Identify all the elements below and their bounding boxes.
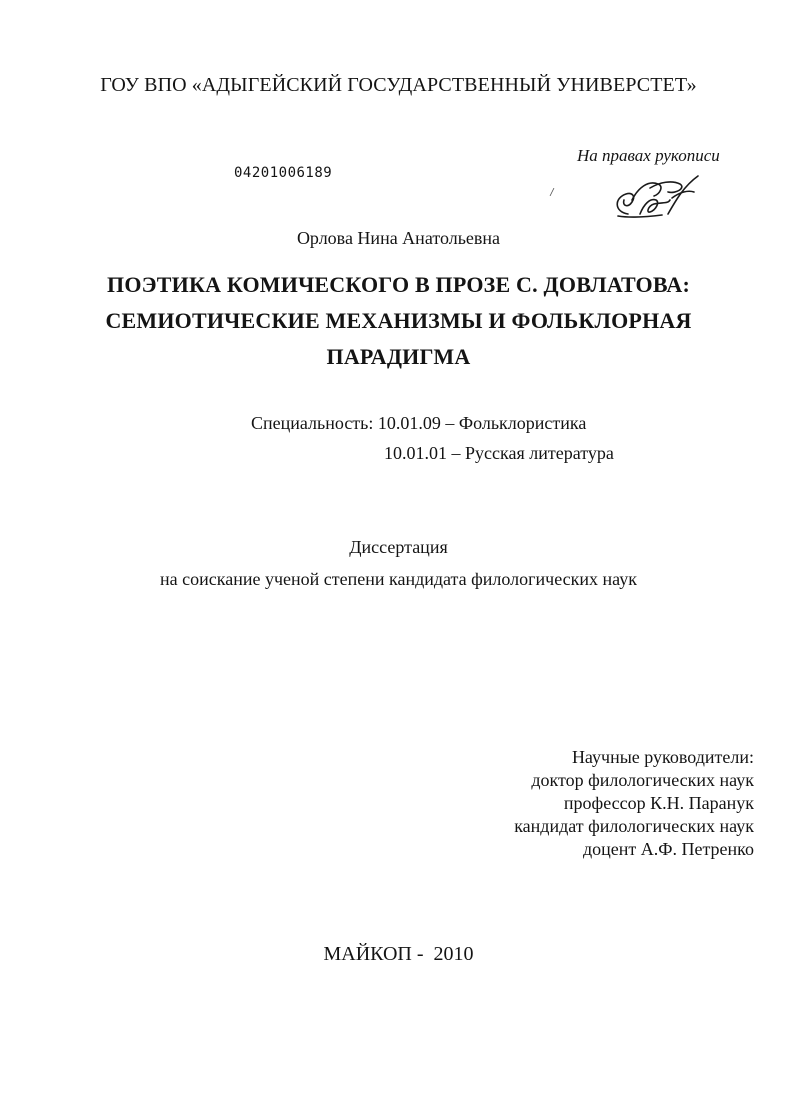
handwritten-signature [610,170,702,220]
dissertation-title-line-2: СЕМИОТИЧЕСКИЕ МЕХАНИЗМЫ И ФОЛЬКЛОРНАЯ [105,308,692,333]
advisor-1-degree: доктор филологических наук [531,770,754,790]
scientific-advisors-block [514,746,754,861]
city-and-year: МАЙКОП - 2010 [323,943,474,965]
specialty-line-1: Специальность: 10.01.09 – Фольклористика [251,413,587,433]
advisor-2-degree: кандидат филологических наук [514,816,754,836]
advisor-1-name: профессор К.Н. Паранук [563,793,754,813]
document-type: Диссертация [349,537,448,557]
specialty-line-2: 10.01.01 – Русская литература [384,443,614,463]
degree-purpose: на соискание ученой степени кандидата филологических наук [160,569,637,589]
dissertation-title-line-1: ПОЭТИКА КОМИЧЕСКОГО В ПРОЗЕ С. ДОВЛАТОВА: [107,272,690,297]
dissertation-title-line-3: ПАРАДИГМА [326,344,471,369]
archive-stamp-number: 04201006189 [234,165,333,181]
manuscript-rights-note: На правах рукописи [577,146,720,165]
author-name: Орлова Нина Анатольевна [296,228,501,248]
advisors-heading: Научные руководители: [571,747,754,767]
advisor-2-name: доцент А.Ф. Петренко [582,839,754,859]
university-name: ГОУ ВПО «АДЫГЕЙСКИЙ ГОСУДАРСТВЕННЫЙ УНИВЕРСТЕТ» [100,74,697,96]
stray-pen-mark [549,188,555,196]
